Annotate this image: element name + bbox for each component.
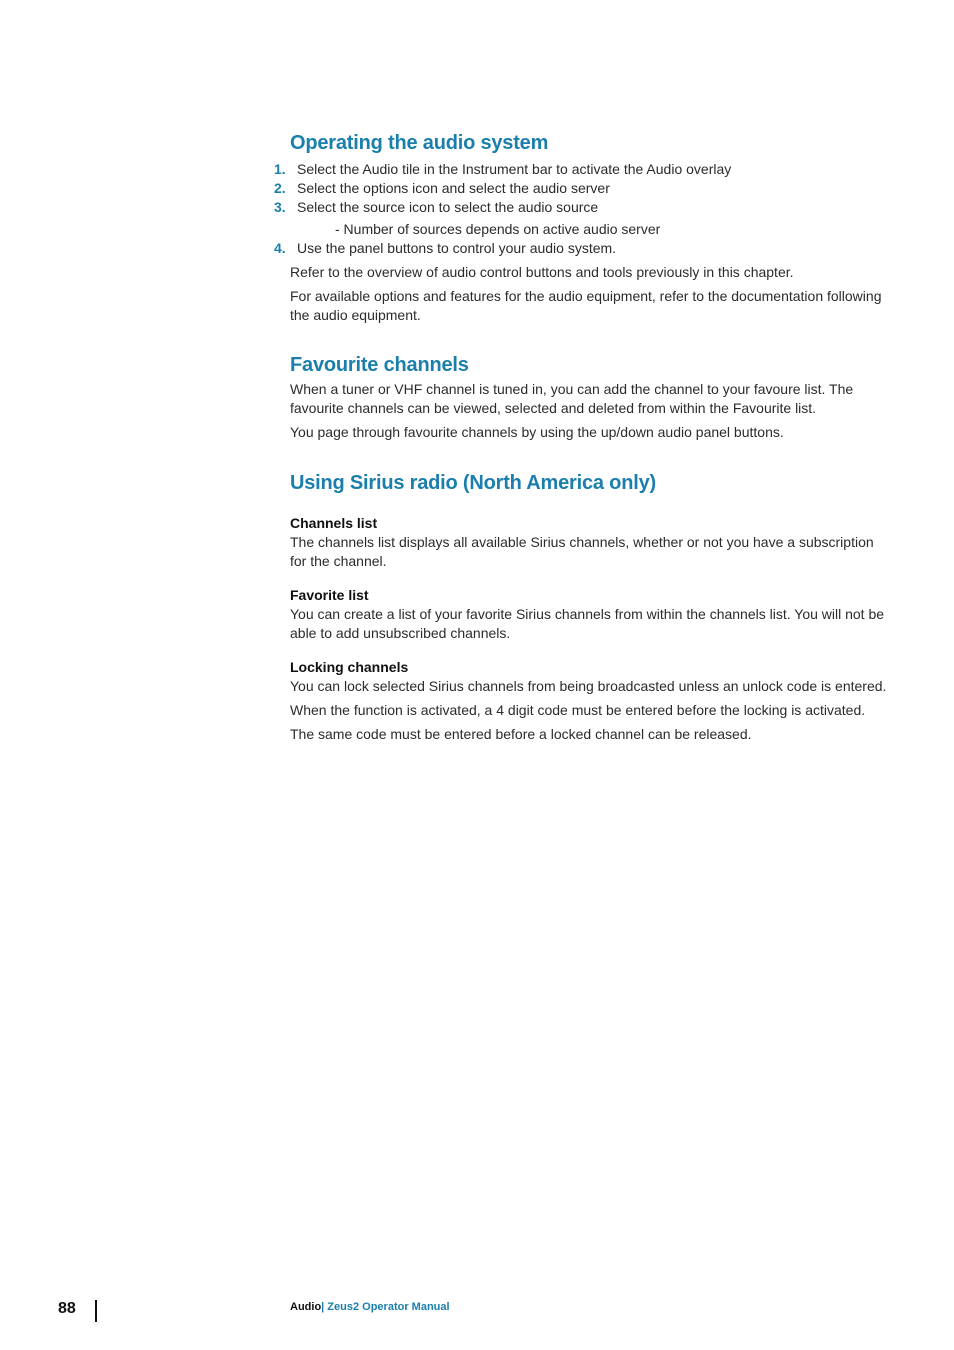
paragraph: The same code must be entered before a locked channel can be released. [290,725,752,742]
list-item [274,160,890,179]
heading-operating-audio: Operating the audio system [290,132,549,154]
step-text: Select the options icon and select the audio server [297,180,610,196]
page-number: 88 [58,1300,76,1317]
paragraph: When the function is activated, a 4 digit code must be entered before the locking is activated. [290,701,866,718]
step-text: Use the panel buttons to control your audio system. [297,240,617,256]
footer-manual-title: Zeus2 Operator Manual [324,1301,450,1313]
subheading-channels-list: Channels list [290,514,378,531]
paragraph: You page through favourite channels by using the up/down audio panel buttons. [290,424,784,440]
paragraph: When a tuner or VHF channel is tuned in, you can add the channel to your favoure list. The favourite channels can be viewed, selected and deleted from within the Favourite list. [290,380,854,416]
step-text: Select the source icon to select the audio source [297,199,599,215]
list-item [274,239,890,258]
step-text: Select the Audio tile in the Instrument bar to activate the Audio overlay [297,161,732,177]
paragraph: You can create a list of your favorite Sirius channels from within the channels list. You will not be able to add unsubscribed channels. [290,605,885,641]
heading-favourite-channels: Favourite channels [290,353,469,376]
paragraph: You can lock selected Sirius channels from being broadcasted unless an unlock code is entered. [290,677,887,694]
step-number: 3. [274,199,286,215]
paragraph: For available options and features for the audio equipment, refer to the documentation following the audio equipment. [290,287,882,323]
heading-sirius-radio: Using Sirius radio (North America only) [290,471,656,494]
footer-separator: | [321,1301,325,1313]
steps-list [274,160,890,258]
step-number: 4. [274,240,286,256]
footer-label [290,1301,450,1313]
step-number: 2. [274,180,286,196]
footer-section: Audio [290,1301,322,1313]
step-number: 1. [274,161,286,177]
footer-divider [95,1300,97,1322]
paragraph: The channels list displays all available Sirius channels, whether or not you have a subscription for the channel. [290,533,874,569]
sub-note: - Number of sources depends on active audio server [335,221,661,237]
list-item [274,179,890,198]
subheading-locking-channels: Locking channels [290,658,409,675]
subheading-favorite-list: Favorite list [290,586,369,603]
list-item [274,198,890,239]
page-content [274,128,890,744]
paragraph: Refer to the overview of audio control buttons and tools previously in this chapter. [290,263,794,280]
